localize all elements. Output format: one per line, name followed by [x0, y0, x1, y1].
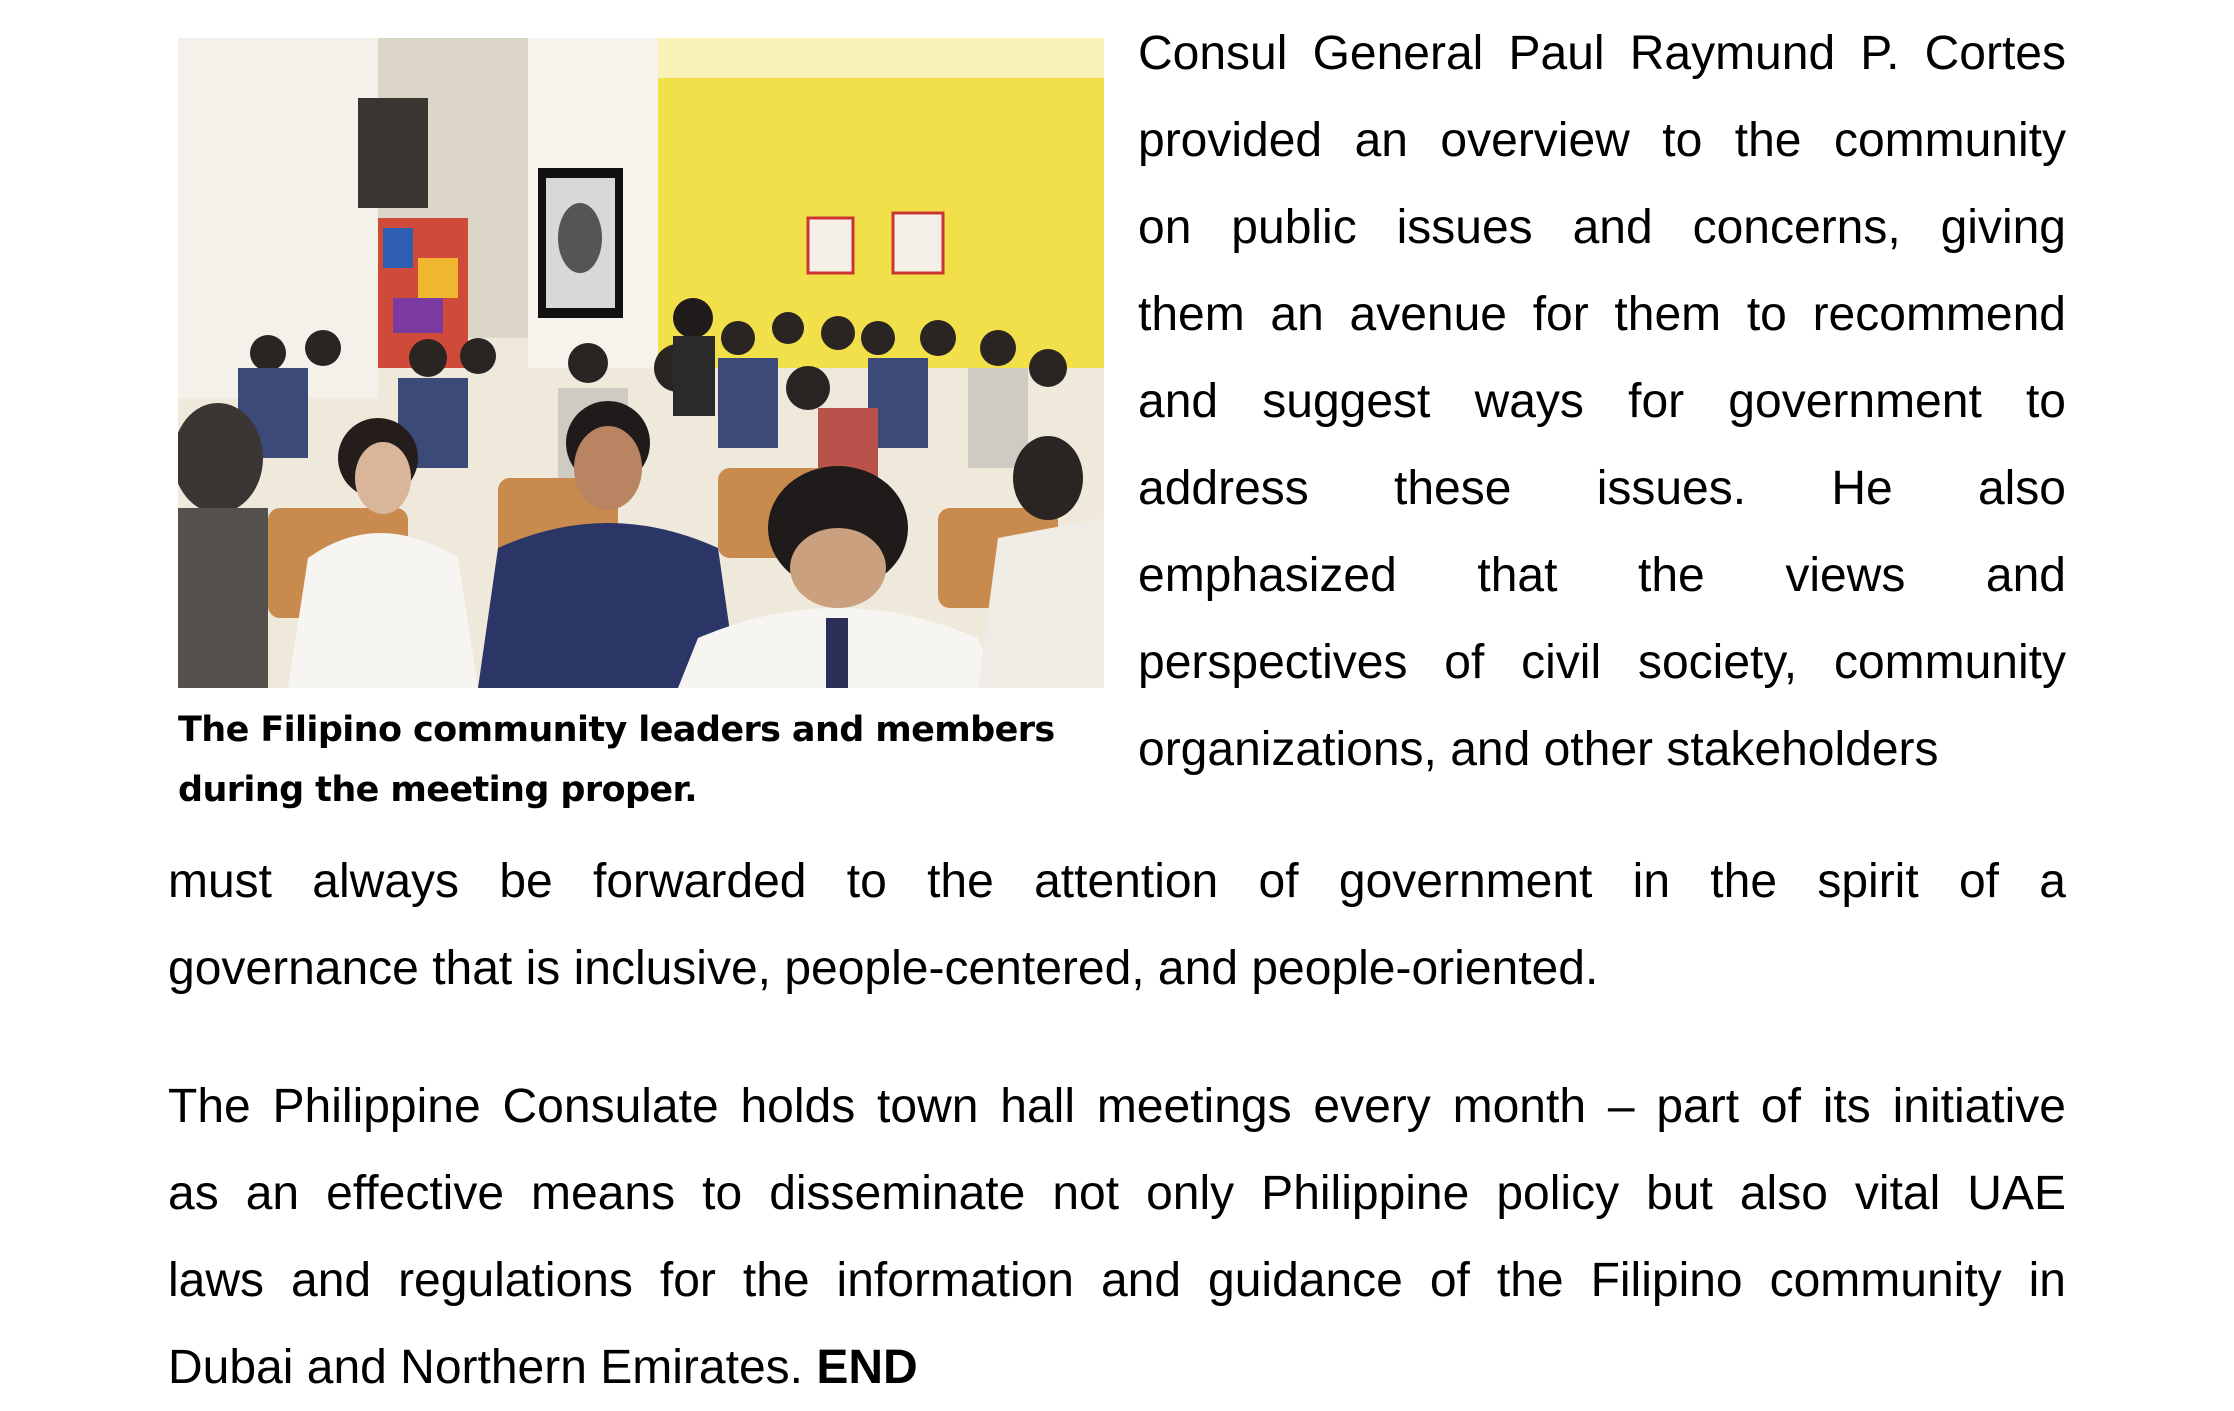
text-line: provided an overview to the community [1138, 114, 2066, 167]
text-line: perspectives of civil society, community [1138, 636, 2066, 689]
text-line: address these issues. He also [1138, 462, 2066, 515]
text-line-final [168, 1324, 2066, 1411]
text-line: emphasized that the views and [1138, 549, 2066, 602]
photo-illustration [178, 38, 1104, 688]
text-line: must always be forwarded to the attention of government in the spirit of a [168, 855, 2066, 908]
caption-line: during the meeting proper. [178, 770, 697, 810]
photo-caption [178, 700, 1118, 820]
closing-paragraph [168, 1063, 2066, 1411]
text-line: Consul General Paul Raymund P. Cortes [1138, 27, 2066, 80]
text-line: as an effective means to disseminate not only Philippine policy but also vital UAE [168, 1167, 2066, 1220]
text-line: governance that is inclusive, people-centered, and people-oriented. [168, 942, 1599, 995]
text-line: laws and regulations for the information and guidance of the Filipino community in [168, 1254, 2066, 1307]
text-line: The Philippine Consulate holds town hall meetings every month – part of its initiative [168, 1080, 2066, 1133]
meeting-audience-photo [178, 38, 1104, 688]
caption-line: The Filipino community leaders and members [178, 710, 1055, 750]
text-line: on public issues and concerns, giving [1138, 201, 2066, 254]
final-line-text: Dubai and Northern Emirates. [168, 1341, 803, 1394]
text-line: and suggest ways for government to [1138, 375, 2066, 428]
end-marker: END [816, 1341, 918, 1394]
paragraph-continuation [168, 838, 2066, 1012]
right-column-text [1138, 10, 2066, 793]
text-line: organizations, and other stakeholders [1138, 723, 1939, 776]
text-line: them an avenue for them to recommend [1138, 288, 2066, 341]
